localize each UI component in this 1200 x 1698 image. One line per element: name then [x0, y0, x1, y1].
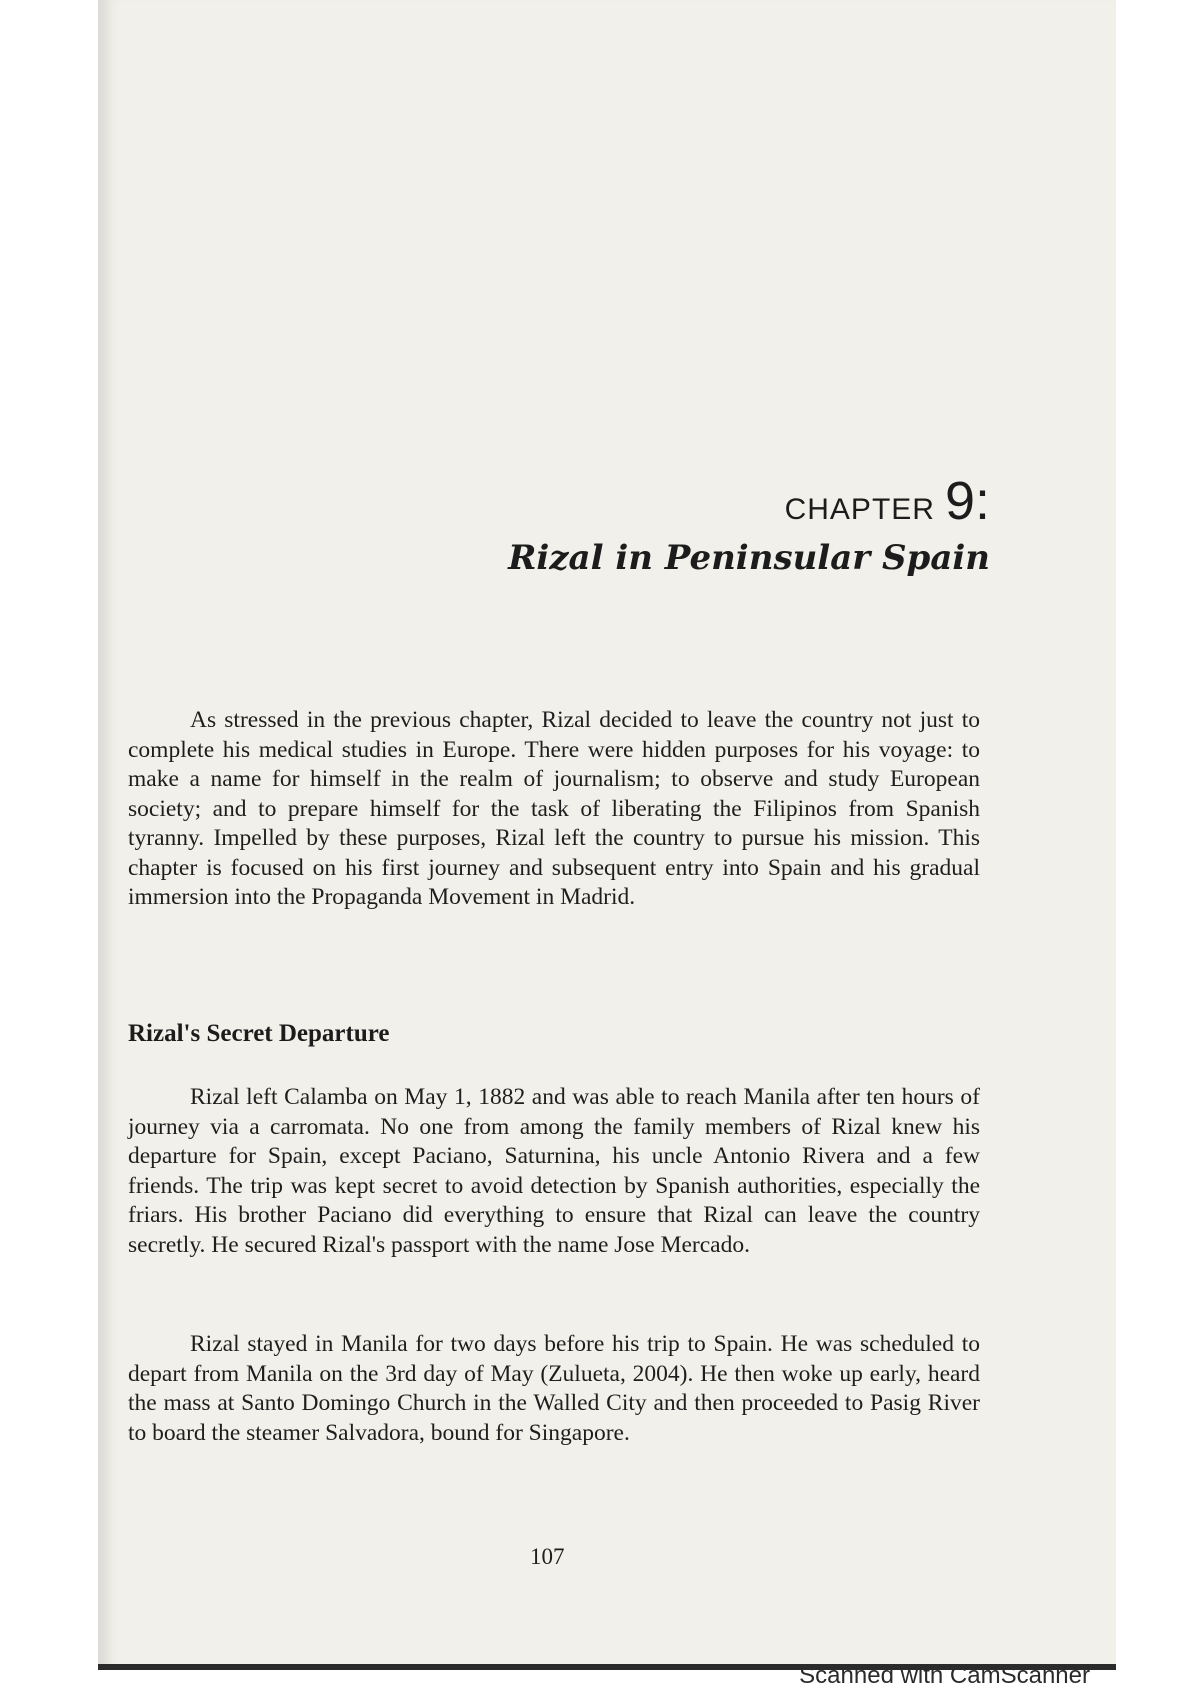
- chapter-title: Rizal in Peninsular Spain: [508, 538, 990, 578]
- intro-paragraph: As stressed in the previous chapter, Rizal decided to leave the country not just to complete his medical studies in Europe. There were hidden purposes for his voyage: to make a name for himself in the realm of journalism; to observe and study European society; and to prepare himself for the task of liberating the Filipinos from Spanish tyranny. Impelled by these purposes, Rizal left the country to pursue his mission. This chapter is focused on his first journey and subsequent entry into Spain and his gradual immersion into the Propaganda Movement in Madrid.: [128, 707, 980, 910]
- scanner-watermark: Scanned with CamScanner: [799, 1662, 1090, 1689]
- section-heading: Rizal's Secret Departure: [128, 1020, 390, 1047]
- manila-paragraph: Rizal stayed in Manila for two days before his trip to Spain. He was scheduled to depart from Manila on the 3rd day of May (Zulueta, 2004). He then woke up early, heard the mass at Santo Domingo Church in the Walled City and then proceeded to Pasig River to board the steamer Salvadora, bound for Singapore.: [128, 1331, 980, 1446]
- chapter-label: CHAPTER: [784, 493, 935, 526]
- chapter-heading: [785, 470, 990, 532]
- chapter-number: 9:: [944, 471, 990, 531]
- page-number: 107: [530, 1544, 565, 1569]
- departure-paragraph: Rizal left Calamba on May 1, 1882 and was able to reach Manila after ten hours of journey via a carromata. No one from among the family members of Rizal knew his departure for Spain, except Paciano, Saturnina, his uncle Antonio Rivera and a few friends. The trip was kept secret to avoid detection by Spanish authorities, especially the friars. His brother Paciano did everything to ensure that Rizal can leave the country secretly. He secured Rizal's passport with the name Jose Mercado.: [128, 1084, 980, 1258]
